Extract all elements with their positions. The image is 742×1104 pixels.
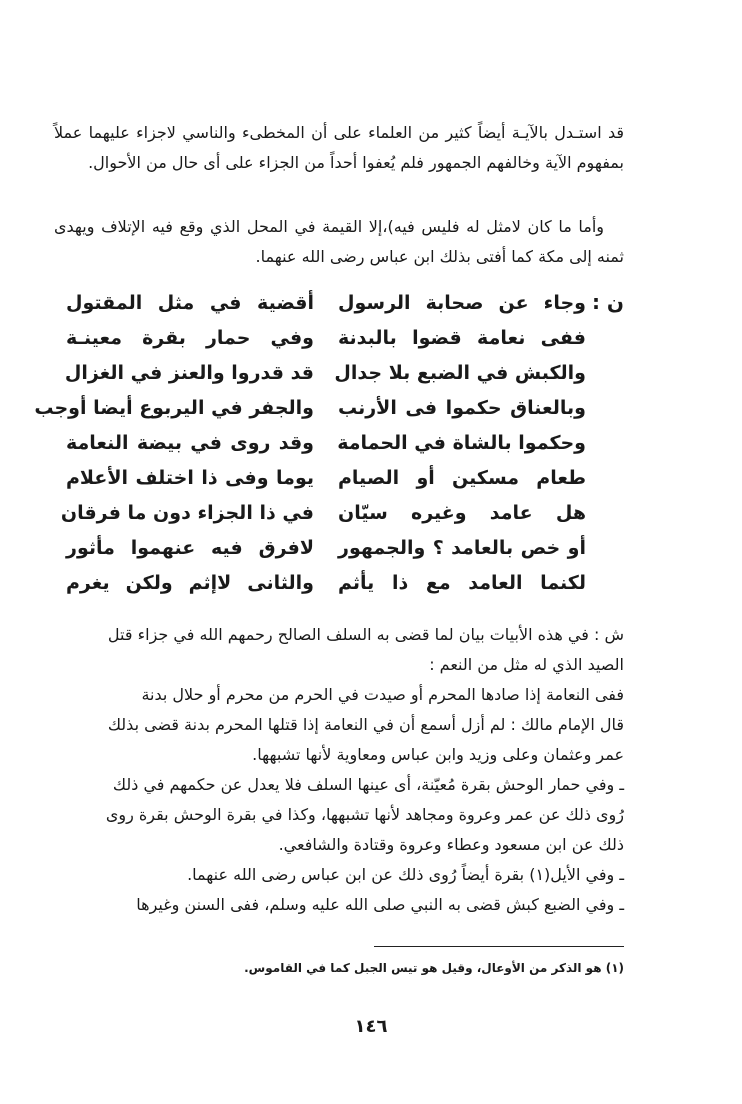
verse-first-hemistich: وحكموا بالشاة في الحمامة [337,432,586,454]
verse-row [66,321,586,357]
verse-row [66,286,586,322]
verse-first-hemistich: هل عامد وغيره سيّان [338,502,586,524]
poem-marker: ن : [591,290,624,314]
footnote: (١) هو الذكر من الأوعال، وقيل هو تيس الجبل كما في القاموس. [244,961,624,975]
page-number: ١٤٦ [354,1016,388,1037]
commentary-block [54,620,624,920]
verse-first-hemistich: وجاء عن صحابة الرسول [338,292,586,314]
verse-second-hemistich: وقد روى في بيضة النعامة [66,432,314,454]
verse-second-hemistich: وفي حمار بقرة معينـة [66,327,314,349]
commentary-line: ش : في هذه الأبيات بيان لما قضى به السلف الصالح رحمهم الله في جزاء قتل [107,625,624,644]
commentary-line: ـ وفي الأيل(١) بقرة أيضاً رُوى ذلك عن ابن عباس رضى الله عنهما. [187,865,624,884]
verse-second-hemistich: في ذا الجزاء دون ما فرقان [60,502,314,524]
verse-first-hemistich: ففى نعامة قضوا بالبدنة [338,327,586,349]
verse-second-hemistich: والثانى لاإثم ولكن يغرم [66,572,314,594]
verse-first-hemistich: وبالعناق حكموا فى الأرنب [338,397,586,419]
verse-row [34,391,586,427]
intro-paragraph-1: قد استـدل بالآيـة أيضاً كثير من العلماء على أن المخطىء والناسي لاجزاء عليهما عملاً بمفهوم الآية وخالفهم الجمهور فلم يُعفوا أحداً من الجزاء على أى حال من الأحوال. [54,123,624,172]
commentary-line: ففى النعامة إذا صادها المحرم أو صيدت في الحرم من محرم أو حلال بدنة [141,685,624,704]
intro-paragraph-2: وأما ما كان لامثل له فليس فيه)،إلا القيمة في المحل الذي وقع فيه الإتلاف ويهدى ثمنه إلى مكة كما أفتى بذلك ابن عباس رضى الله عنهما. [54,217,624,266]
verse-row [66,356,586,392]
poem-block [34,286,624,596]
verse-second-hemistich: أقضية في مثل المقتول [66,292,314,314]
verse-first-hemistich: لكنما العامد مع ذا يأثم [338,572,586,594]
verse-row [60,496,586,532]
commentary-line: عمر وعثمان وعلى وزيد وابن عباس ومعاوية لأنها تشبهها. [252,745,624,764]
commentary-line: ـ وفي حمار الوحش بقرة مُعيّنة، أى عينها السلف فلا يعدل عن حكمهم في ذلك [112,775,624,794]
footnote-divider [374,946,624,947]
verse-first-hemistich: طعام مسكين أو الصيام [338,467,586,489]
commentary-line: الصيد الذي له مثل من النعم : [429,655,624,674]
verse-first-hemistich: أو خص بالعامد ؟ والجمهور [338,537,586,559]
verse-row [66,461,586,497]
verse-second-hemistich: لافرق فيه عنهموا مأثور [66,537,314,559]
verse-first-hemistich: والكبش في الضبع بلا جدال [334,362,586,384]
verse-second-hemistich: يوما وفى ذا اختلف الأعلام [66,467,314,489]
verse-row [66,566,586,602]
commentary-line: ـ وفي الضبع كبش قضى به النبي صلى الله عليه وسلم، ففى السنن وغيرها [136,895,624,914]
verse-second-hemistich: والجفر في اليربوع أيضا أوجب [34,397,314,419]
verse-row [66,531,586,567]
commentary-line: رُوى ذلك عن عمر وعروة ومجاهد لأنها تشبهها، وكذا في بقرة الوحش بقرة روى [105,805,624,824]
verse-row [66,426,586,462]
verse-second-hemistich: قد قدروا والعنز في الغزال [64,362,314,384]
commentary-line: ذلك عن ابن مسعود وعطاء وعروة وقتادة والشافعي. [278,835,624,854]
commentary-line: قال الإمام مالك : لم أزل أسمع أن في النعامة إذا قتلها المحرم بدنة قضى بذلك [107,715,624,734]
